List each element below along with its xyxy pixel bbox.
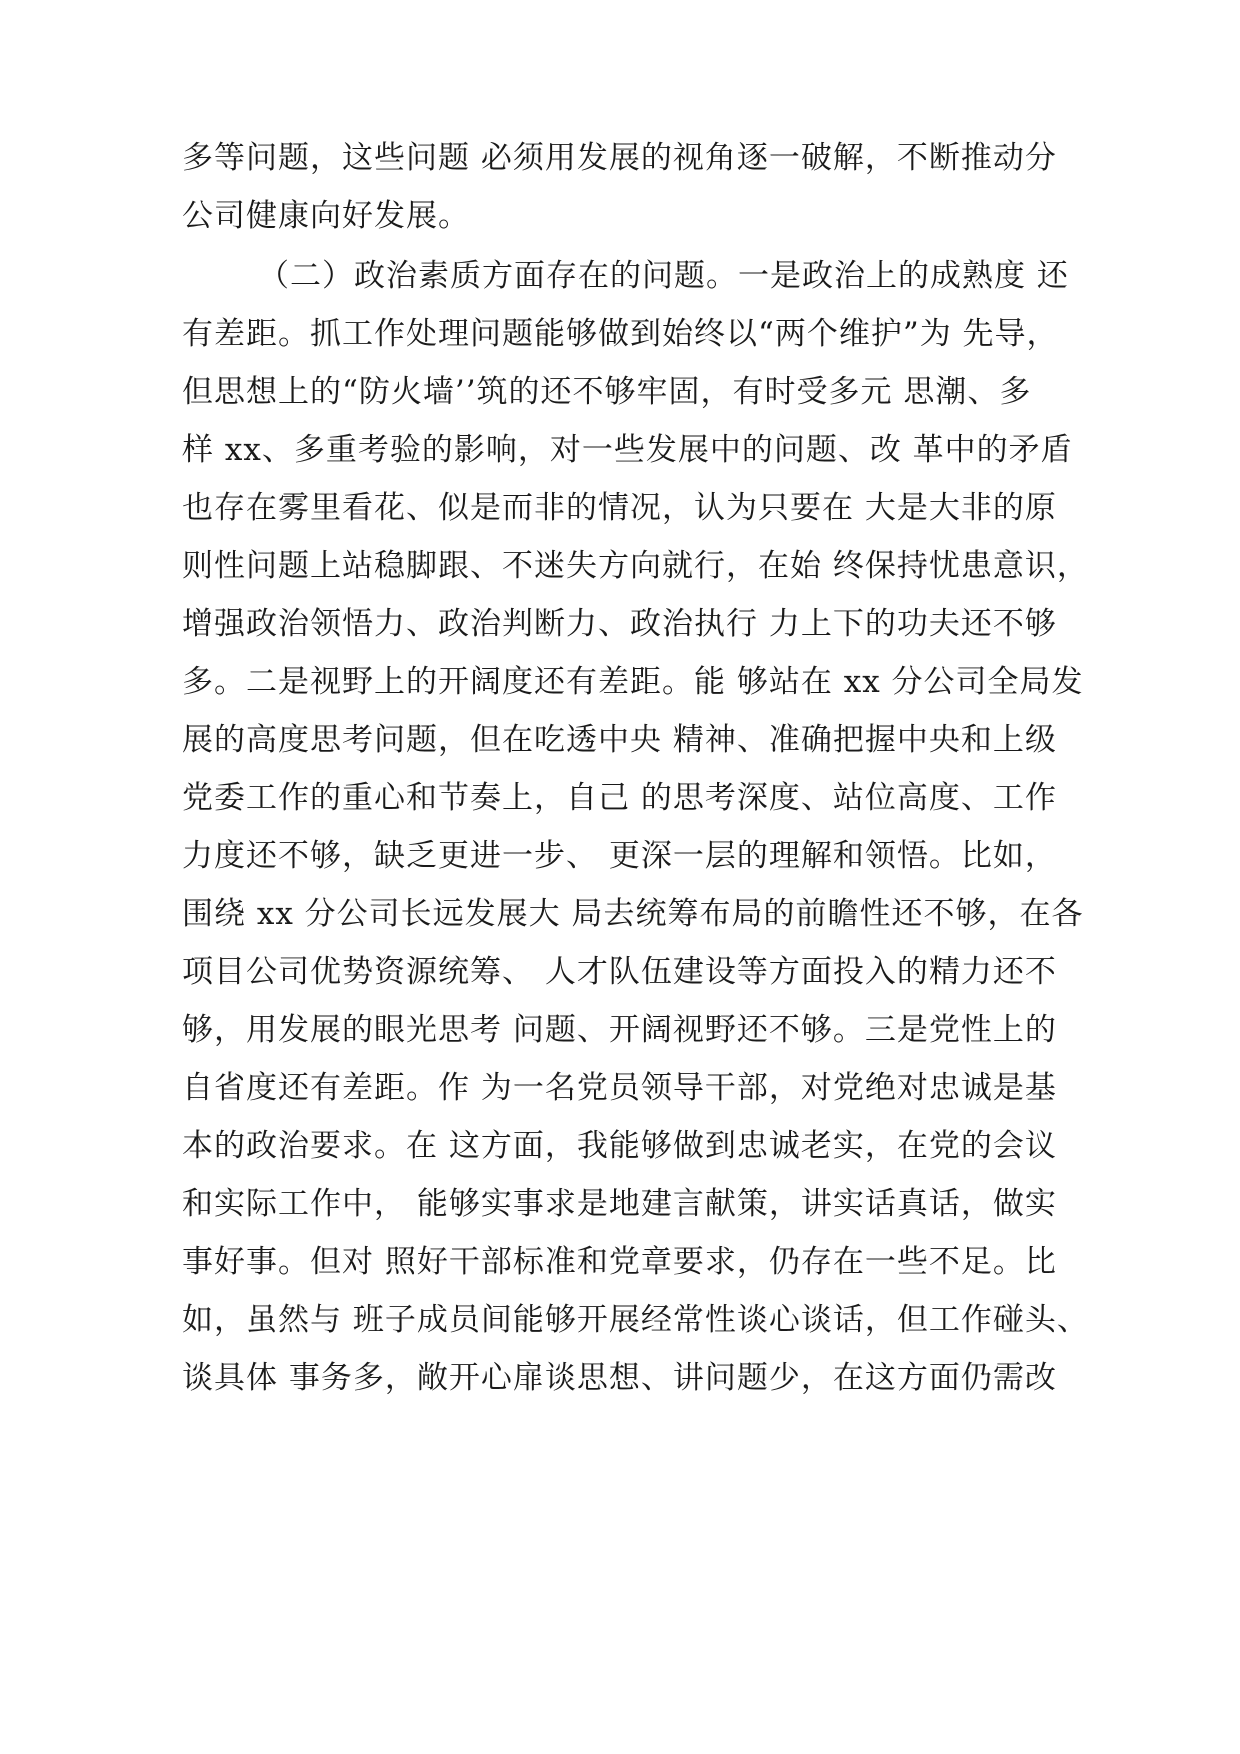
text-line: 力度还不够，缺乏更进一步、 更深一层的理解和领悟。比如，: [182, 838, 1057, 874]
text-line: 展的高度思考问题，但在吃透中央 精神、准确把握中央和上级: [182, 722, 1057, 758]
text-line: 党委工作的重心和节奏上，自己 的思考深度、站位高度、工作: [182, 780, 1057, 816]
text-line: 也存在雾里看花、似是而非的情况，认为只要在 大是大非的原: [182, 490, 1057, 526]
text-line: 自省度还有差距。作 为一名党员领导干部，对党绝对忠诚是基: [182, 1070, 1057, 1106]
text-line: 如，虽然与 班子成员间能够开展经常性谈心谈话，但工作碰头、: [182, 1302, 1089, 1338]
section-heading-line: （二）政治素质方面存在的问题。一是政治上的成熟度 还: [258, 258, 1069, 294]
text-line: 多。二是视野上的开阔度还有差距。能 够站在 xx 分公司全局发: [182, 664, 1084, 700]
text-line: 公司健康向好发展。: [182, 198, 470, 234]
text-line: 项目公司优势资源统筹、 人才队伍建设等方面投入的精力还不: [182, 954, 1057, 990]
text-line: 多等问题，这些问题 必须用发展的视角逐一破解，不断推动分: [182, 140, 1057, 176]
text-line: 事好事。但对 照好干部标准和党章要求，仍存在一些不足。比: [182, 1244, 1057, 1280]
text-line: 样 xx、多重考验的影响，对一些发展中的问题、改 革中的矛盾: [182, 432, 1073, 468]
text-line: 本的政治要求。在 这方面，我能够做到忠诚老实，在党的会议: [182, 1128, 1057, 1164]
text-line: 有差距。抓工作处理问题能够做到始终以“两个维护”为 先导，: [182, 316, 1059, 352]
text-line: 增强政治领悟力、政治判断力、政治执行 力上下的功夫还不够: [182, 606, 1057, 642]
text-line: 谈具体 事务多，敞开心扉谈思想、讲问题少，在这方面仍需改: [182, 1360, 1057, 1396]
text-line: 但思想上的“防火墙’’筑的还不够牢固，有时受多元 思潮、多: [182, 374, 1032, 410]
text-line: 则性问题上站稳脚跟、不迷失方向就行，在始 终保持忧患意识，: [182, 548, 1089, 584]
text-line: 够，用发展的眼光思考 问题、开阔视野还不够。三是党性上的: [182, 1012, 1057, 1048]
text-line: 和实际工作中， 能够实事求是地建言献策，讲实话真话，做实: [182, 1186, 1057, 1222]
text-line: 围绕 xx 分公司长远发展大 局去统筹布局的前瞻性还不够，在各: [182, 896, 1084, 932]
